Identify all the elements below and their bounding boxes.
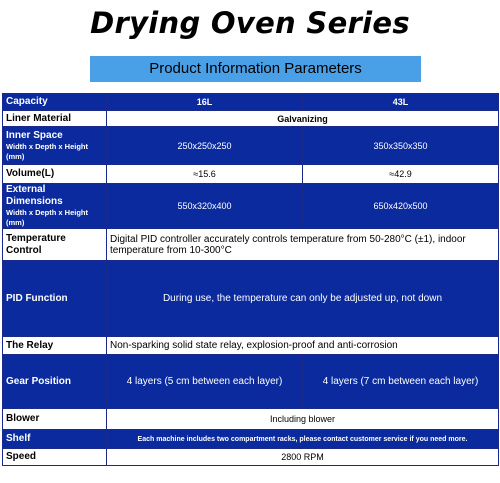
table-row-speed — [3, 449, 499, 466]
external-dimensions-title: External Dimensions — [6, 184, 63, 207]
capacity-16l: 16L — [107, 94, 303, 111]
page-title: Drying Oven Series — [90, 6, 410, 40]
inner-space-subtitle: Width x Depth x Height (mm) — [6, 141, 89, 161]
liner-label: Liner Material — [3, 111, 107, 127]
shelf-value: Each machine includes two compartment racks, please contact customer service if you need more. — [107, 430, 499, 449]
external-16l: 550x320x400 — [107, 184, 303, 229]
external-dimensions-label — [3, 184, 107, 229]
table-row-shelf — [3, 430, 499, 449]
volume-16l: ≈15.6 — [107, 165, 303, 184]
speed-label: Speed — [3, 449, 107, 466]
inner-space-title: Inner Space — [6, 129, 63, 141]
gear-position-43l: 4 layers (7 cm between each layer) — [303, 355, 499, 409]
pid-function-label: PID Function — [3, 261, 107, 337]
table-row-gear — [3, 355, 499, 409]
external-dimensions-subtitle: Width x Depth x Height (mm) — [6, 208, 89, 227]
liner-value: Galvanizing — [107, 111, 499, 127]
table-row-capacity — [3, 94, 499, 111]
relay-value: Non-sparking solid state relay, explosion-proof and anti-corrosion — [107, 337, 499, 355]
volume-43l: ≈42.9 — [303, 165, 499, 184]
shelf-label: Shelf — [3, 430, 107, 449]
temperature-control-value: Digital PID controller accurately controls temperature from 50-280°C (±1), indoor temperature from 10-300°C — [107, 229, 499, 261]
blower-label: Blower — [3, 409, 107, 430]
table-row-relay — [3, 337, 499, 355]
capacity-43l: 43L — [303, 94, 499, 111]
gear-position-label: Gear Position — [3, 355, 107, 409]
blower-value: Including blower — [107, 409, 499, 430]
pid-function-value: During use, the temperature can only be adjusted up, not down — [107, 261, 499, 337]
inner-space-label — [3, 127, 107, 165]
external-43l: 650x420x500 — [303, 184, 499, 229]
table-row-liner — [3, 111, 499, 127]
table-row-external — [3, 184, 499, 229]
volume-label: Volume(L) — [3, 165, 107, 184]
speed-value: 2800 RPM — [107, 449, 499, 466]
gear-position-16l: 4 layers (5 cm between each layer) — [107, 355, 303, 409]
table-row-blower — [3, 409, 499, 430]
capacity-label: Capacity — [3, 94, 107, 111]
temperature-control-label: Temperature Control — [3, 229, 107, 261]
section-banner: Product Information Parameters — [90, 56, 421, 82]
table-row-volume — [3, 165, 499, 184]
relay-label: The Relay — [3, 337, 107, 355]
spec-table — [2, 93, 499, 466]
table-row-inner-space — [3, 127, 499, 165]
inner-space-16l: 250x250x250 — [107, 127, 303, 165]
table-row-temperature — [3, 229, 499, 261]
table-row-pid — [3, 261, 499, 337]
inner-space-43l: 350x350x350 — [303, 127, 499, 165]
